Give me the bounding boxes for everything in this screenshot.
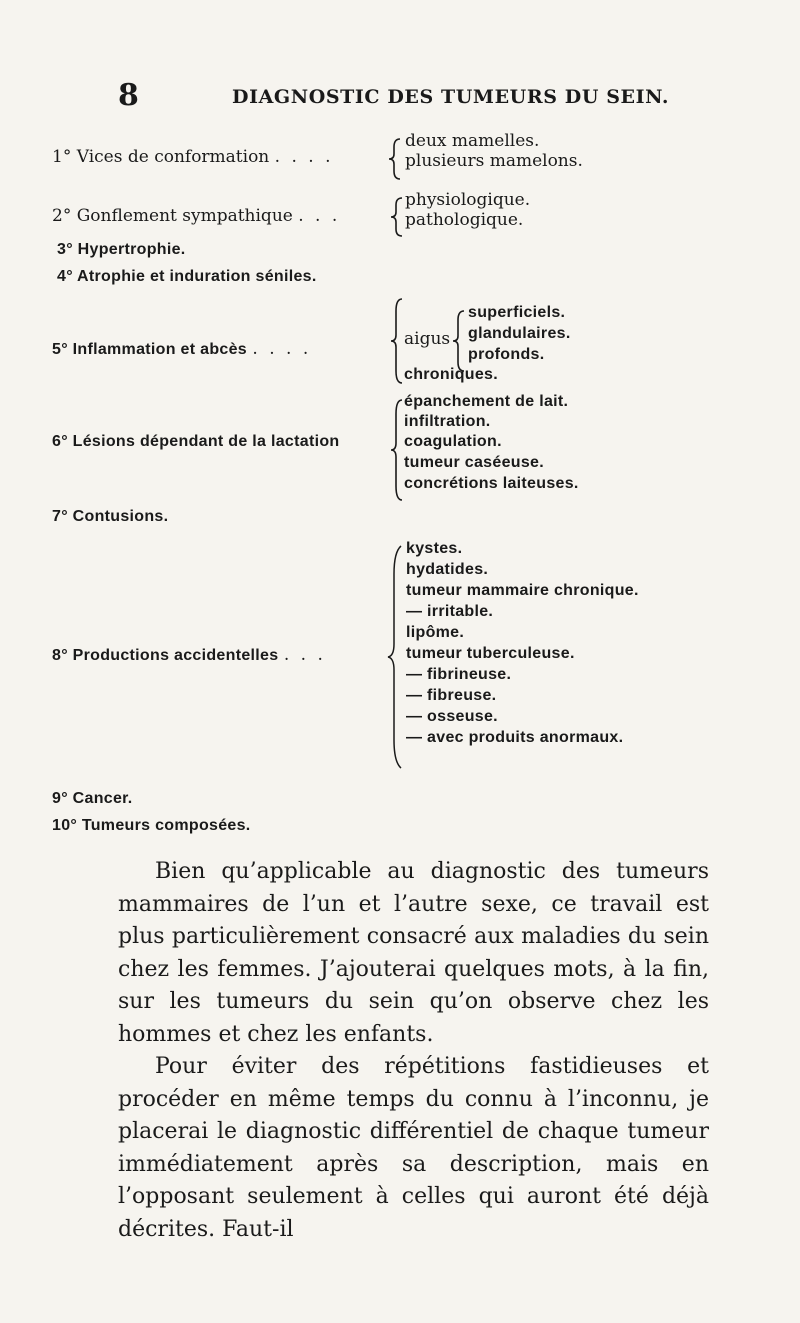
c5-sub-label: aigus xyxy=(404,329,451,349)
c5-sub-item: glandulaires. xyxy=(468,325,571,342)
brace xyxy=(386,544,404,770)
leader-dots: . . . xyxy=(298,206,341,226)
category-1 xyxy=(52,147,334,167)
page-number: 8 xyxy=(118,78,139,113)
c8-option: — osseuse. xyxy=(406,708,498,725)
brace xyxy=(390,196,404,238)
category-2 xyxy=(52,206,340,226)
category-8-label: 8° Productions accidentelles xyxy=(52,647,279,664)
brace xyxy=(452,309,466,373)
c5-sub-item: superficiels. xyxy=(468,304,566,321)
c8-option: — fibrineuse. xyxy=(406,666,512,683)
category-5-label: 5° Inflammation et abcès xyxy=(52,341,247,358)
category-4: 4° Atrophie et induration séniles. xyxy=(57,268,317,285)
category-9: 9° Cancer. xyxy=(52,790,133,807)
c6-option: infiltration. xyxy=(404,413,491,430)
brace xyxy=(390,398,404,502)
c8-option: tumeur mammaire chronique. xyxy=(406,582,639,599)
c2-option: physiologique. xyxy=(405,190,531,210)
brace xyxy=(388,137,402,181)
leader-dots: . . . . xyxy=(274,147,334,167)
c5-sub-item: profonds. xyxy=(468,346,545,363)
category-1-label: 1° Vices de conformation xyxy=(52,147,270,167)
category-10: 10° Tumeurs composées. xyxy=(52,817,251,834)
category-6: 6° Lésions dépendant de la lactation xyxy=(52,433,340,450)
c6-option: épanchement de lait. xyxy=(404,393,569,410)
c6-option: tumeur caséeuse. xyxy=(404,454,544,471)
leader-dots: . . . xyxy=(283,645,326,665)
c2-option: pathologique. xyxy=(405,210,524,230)
c6-option: concrétions laiteuses. xyxy=(404,475,579,492)
c5-other: chroniques. xyxy=(404,366,498,383)
c6-option: coagulation. xyxy=(404,433,502,450)
category-3: 3° Hypertrophie. xyxy=(57,241,186,258)
c8-option: — avec produits anormaux. xyxy=(406,729,624,746)
paragraph: Bien qu’applicable au diagnostic des tumeurs mammaires de l’un et l’autre sexe, ce travail est plus particulièrement consacré aux maladies du sein chez les femmes. J’ajouterai quelques mots, à la fin, sur les tumeurs du sein qu’on observe chez les hommes et chez les enfants. xyxy=(118,859,709,1047)
running-title: DIAGNOSTIC DES TUMEURS DU SEIN. xyxy=(232,86,670,108)
brace xyxy=(390,297,404,385)
c8-option: kystes. xyxy=(406,540,463,557)
c8-option: — irritable. xyxy=(406,603,494,620)
leader-dots: . . . . xyxy=(252,339,312,359)
c1-option: plusieurs mamelons. xyxy=(405,151,583,171)
category-7: 7° Contusions. xyxy=(52,508,169,525)
c1-option: deux mamelles. xyxy=(405,131,540,151)
body-text xyxy=(118,856,709,1246)
category-8 xyxy=(52,645,326,665)
category-5 xyxy=(52,339,311,359)
paragraph: Pour éviter des répétitions fastidieuses et procéder en même temps du connu à l’inconnu, je placerai le diagnostic différentiel de chaque tumeur immédiatement après sa description, mais en l’opposant seulement à celles qui auront été déjà décrites. Faut-il xyxy=(118,1054,709,1242)
c8-option: lipôme. xyxy=(406,624,465,641)
c8-option: tumeur tuberculeuse. xyxy=(406,645,575,662)
c8-option: hydatides. xyxy=(406,561,489,578)
category-2-label: 2° Gonflement sympathique xyxy=(52,206,293,226)
c8-option: — fibreuse. xyxy=(406,687,497,704)
